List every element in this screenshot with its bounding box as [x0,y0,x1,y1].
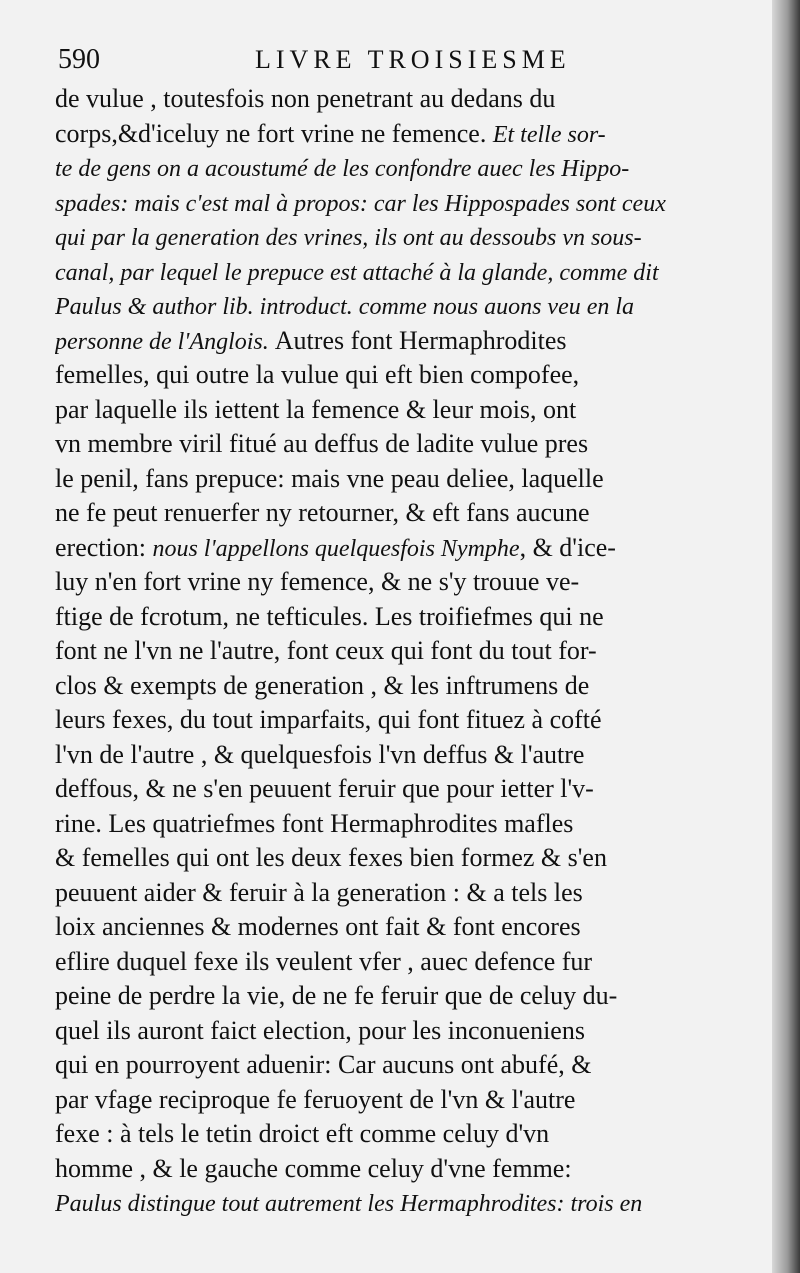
text-line [55,531,775,566]
italic-text: Paulus distingue tout autrement les Hermaphrodites: trois en [55,1191,643,1217]
text-line [55,1117,775,1152]
text-line [55,462,775,497]
text-line [55,565,775,600]
roman-text: & femelles qui ont les deux fexes bien formez & s'en [55,843,607,872]
text-line [55,151,775,186]
roman-text: rine. Les quatriefmes font Hermaphrodites mafles [55,808,574,838]
roman-text: erection: [55,532,153,562]
running-head: LIVRE TROISIESME [255,45,571,74]
roman-text: par laquelle ils iettent la femence & leur mois, ont [55,394,577,424]
italic-text: qui par la generation des vrines, ils ont au dessoubs vn sous- [55,225,642,251]
text-line [55,738,775,773]
text-line [55,117,775,152]
italic-text: Paulus & author lib. introduct. comme nous auons veu en la [55,294,635,320]
italic-text: Et telle sor- [492,121,606,148]
text-line [55,1014,775,1049]
italic-text: spades: mais c'est mal à propos: car les Hippospades sont ceux [55,190,666,217]
page-edge-shadow [772,0,800,1273]
text-line [55,255,775,290]
roman-text: eflire duquel fexe ils veulent vfer , auec defence fur [55,946,593,976]
roman-text: luy n'en fort vrine ny femence, & ne s'y trouue ve- [55,567,580,596]
italic-text: nous l'appellons quelquesfois Nymphe [152,535,520,562]
roman-text: quel ils auront faict election, pour les inconueniens [55,1015,585,1045]
italic-text: canal, par lequel le prepuce est attaché à la glande, comme dit [55,259,659,286]
text-line [55,220,775,255]
text-line [55,876,775,911]
roman-text: ftige de fcrotum, ne tefticules. Les troifiefmes qui ne [55,601,604,631]
text-line [55,289,775,324]
text-line [55,945,775,980]
text-line [55,1048,775,1083]
roman-text: de vulue , toutesfois non penetrant au dedans du [55,84,556,113]
roman-text: deffous, & ne s'en peuuent feruir que pour ietter l'v- [55,774,594,803]
text-line [55,910,775,945]
italic-text: te de gens on a acoustumé de les confondre auec les Hippo- [55,156,630,182]
text-line [55,496,775,531]
roman-text: l'vn de l'autre , & quelquesfois l'vn deffus & l'autre [55,739,585,769]
text-line [55,1186,775,1221]
roman-text: femelles, qui outre la vulue qui eft bien compofee, [55,360,580,389]
text-line [55,807,775,842]
page-header [58,40,758,80]
text-line [55,669,775,704]
roman-text: , & d'ice- [519,532,616,562]
text-line [55,427,775,462]
text-line [55,634,775,669]
italic-text: personne de l'Anglois. [55,328,275,355]
text-line [55,1083,775,1118]
roman-text: qui en pourroyent aduenir: Car aucuns ont abufé, & [55,1050,592,1079]
roman-text: vn membre viril fitué au deffus de ladite vulue pres [55,429,589,458]
roman-text: peuuent aider & feruir à la generation : & a tels les [55,877,583,907]
roman-text: ne fe peut renuerfer ny retourner, & eft fans aucune [55,498,590,527]
text-line [55,703,775,738]
roman-text: le penil, fans prepuce: mais vne peau deliee, laquelle [55,463,604,493]
roman-text: Autres font Hermaphrodites [274,325,567,355]
body-text [55,82,775,1221]
roman-text: font ne l'vn ne l'autre, font ceux qui font du tout for- [55,636,597,665]
text-line [55,186,775,221]
roman-text: peine de perdre la vie, de ne fe feruir que de celuy du- [55,981,618,1010]
text-line [55,324,775,359]
roman-text: clos & exempts de generation , & les inftrumens de [55,670,590,700]
text-line [55,82,775,117]
text-line [55,393,775,428]
roman-text: leurs fexes, du tout imparfaits, qui font fituez à cofté [55,705,602,734]
text-line [55,979,775,1014]
roman-text: fexe : à tels le tetin droict eft comme celuy d'vn [55,1119,550,1148]
text-line [55,358,775,393]
roman-text: homme , & le gauche comme celuy d'vne femme: [55,1153,572,1183]
roman-text: loix anciennes & modernes ont fait & font encores [55,912,581,941]
page-number: 590 [58,44,100,75]
text-line [55,1152,775,1187]
text-line [55,841,775,876]
text-line [55,772,775,807]
roman-text: corps,&d'iceluy ne fort vrine ne femence. [55,118,493,148]
roman-text: par vfage reciproque fe feruoyent de l'vn & l'autre [55,1084,576,1114]
text-line [55,600,775,635]
